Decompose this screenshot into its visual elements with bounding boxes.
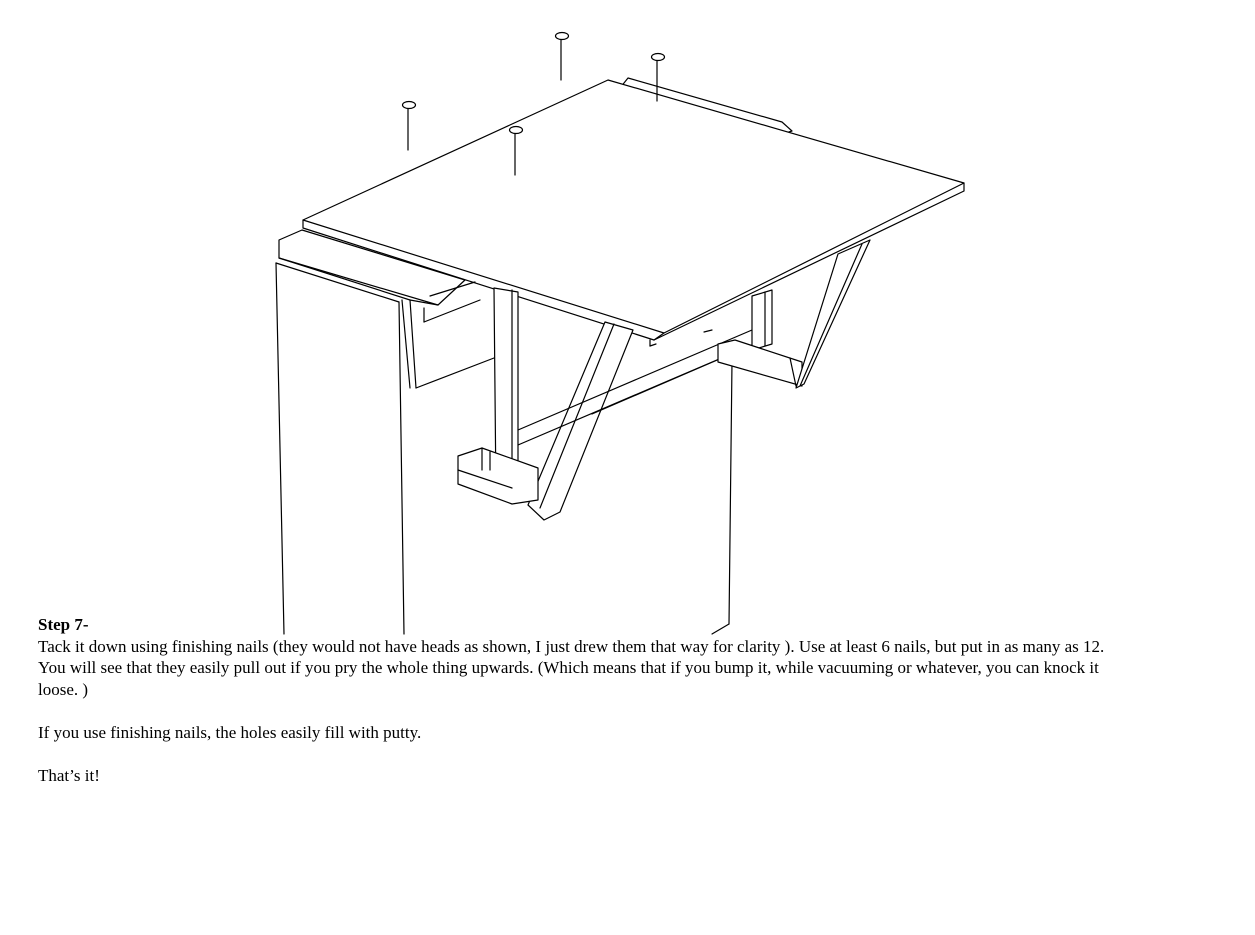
putty-note: If you use finishing nails, the holes easily fill with putty. — [38, 722, 422, 742]
step-title: Step 7- — [38, 615, 89, 634]
nail-icon — [403, 102, 416, 151]
closing-line: That’s it! — [38, 765, 100, 785]
spacer — [38, 700, 1118, 722]
spacer — [38, 743, 1118, 765]
instruction-paragraph: Tack it down using finishing nails (they would not have heads as shown, I just drew them that way for clarity ). Use at least 6 nails, but put in as many as 12. You will see that they easily pull out if you pry the whole thing upwards. (Which means that if you bump it, while vacuuming or whatever, you can knock it loose. ) — [38, 636, 1105, 699]
nail-icon — [556, 33, 569, 81]
instructions — [38, 614, 1118, 786]
